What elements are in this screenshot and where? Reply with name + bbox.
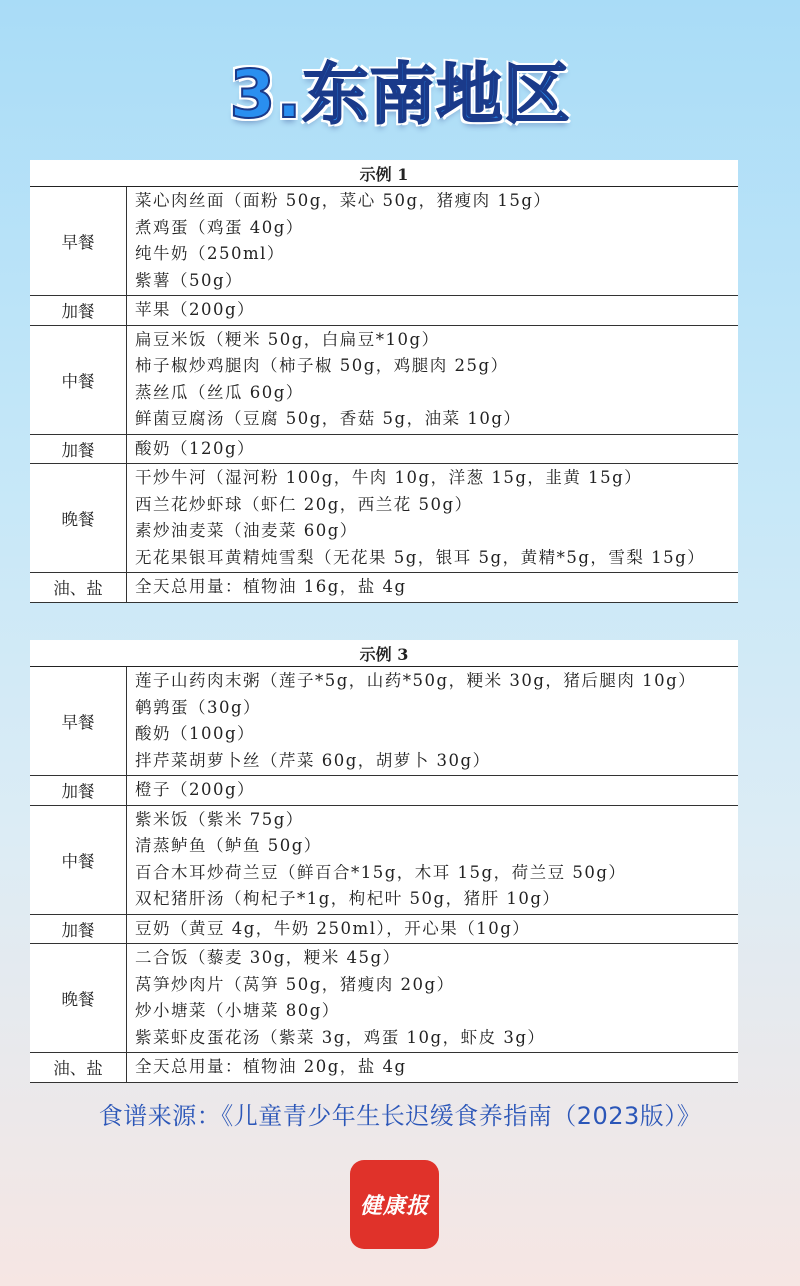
food-item: 紫菜虾皮蛋花汤（紫菜 3g，鸡蛋 10g，虾皮 3g） — [135, 1027, 546, 1047]
meal-label: 加餐 — [30, 776, 127, 806]
meal-label: 早餐 — [30, 187, 127, 296]
meal-label: 晚餐 — [30, 944, 127, 1053]
food-item: 酸奶（100g） — [135, 724, 256, 743]
meal-items — [127, 434, 739, 464]
table-row — [30, 434, 738, 464]
food-item: 纯牛奶（250ml） — [135, 244, 285, 263]
food-item: 豆奶（黄豆 4g，牛奶 250ml），开心果（10g） — [135, 918, 531, 938]
table-row — [30, 944, 738, 1053]
food-item: 莴笋炒肉片（莴笋 50g，猪瘦肉 20g） — [135, 974, 455, 994]
menu-table-example-3 — [30, 640, 738, 1083]
food-item: 柿子椒炒鸡腿肉（柿子椒 50g，鸡腿肉 25g） — [135, 356, 509, 375]
food-item: 扁豆米饭（粳米 50g，白扁豆*10g） — [135, 329, 440, 349]
food-item: 煮鸡蛋（鸡蛋 40g） — [135, 217, 304, 237]
meal-items — [127, 464, 739, 573]
table-row — [30, 805, 738, 914]
food-item: 清蒸鲈鱼（鲈鱼 50g） — [135, 836, 322, 855]
meal-items — [127, 805, 739, 914]
meal-items — [127, 1053, 739, 1083]
food-item: 西兰花炒虾球（虾仁 20g，西兰花 50g） — [135, 494, 473, 514]
food-item: 蒸丝瓜（丝瓜 60g） — [135, 382, 304, 402]
food-item: 苹果（200g） — [135, 300, 256, 319]
food-item: 拌芹菜胡萝卜丝（芹菜 60g，胡萝卜 30g） — [135, 750, 491, 770]
meal-items — [127, 667, 739, 776]
table-row — [30, 187, 738, 296]
meal-label: 加餐 — [30, 914, 127, 944]
food-item: 鹌鹑蛋（30g） — [135, 697, 262, 717]
meal-label: 中餐 — [30, 805, 127, 914]
food-item: 素炒油麦菜（油麦菜 60g） — [135, 521, 358, 540]
food-item: 鲜菌豆腐汤（豆腐 50g，香菇 5g，油菜 10g） — [135, 409, 522, 428]
food-item: 二合饭（藜麦 30g，粳米 45g） — [135, 948, 401, 967]
table-row — [30, 296, 738, 326]
food-item: 全天总用量：植物油 20g，盐 4g — [135, 1057, 407, 1076]
table-row — [30, 573, 738, 603]
brand-logo — [350, 1160, 439, 1249]
food-item: 紫米饭（紫米 75g） — [135, 809, 304, 829]
table-row — [30, 667, 738, 776]
meal-items — [127, 944, 739, 1053]
meal-label: 加餐 — [30, 296, 127, 326]
meal-label: 中餐 — [30, 325, 127, 434]
table-header: 示例 3 — [30, 640, 738, 667]
meal-label: 加餐 — [30, 434, 127, 464]
meal-label: 油、盐 — [30, 1053, 127, 1083]
food-item: 干炒牛河（湿河粉 100g，牛肉 10g，洋葱 15g，韭黄 15g） — [135, 468, 643, 487]
recipe-source: 食谱来源：《儿童青少年生长迟缓食养指南（2023版）》 — [98, 1102, 702, 1130]
meal-items — [127, 776, 739, 806]
food-item: 百合木耳炒荷兰豆（鲜百合*15g，木耳 15g，荷兰豆 50g） — [135, 862, 627, 882]
food-item: 莲子山药肉末粥（莲子*5g，山药*50g，粳米 30g，猪后腿肉 10g） — [135, 671, 697, 690]
meal-items — [127, 914, 739, 944]
table-row — [30, 914, 738, 944]
meal-label: 早餐 — [30, 667, 127, 776]
meal-label: 晚餐 — [30, 464, 127, 573]
table-row — [30, 464, 738, 573]
table-row — [30, 325, 738, 434]
food-item: 橙子（200g） — [135, 780, 256, 799]
food-item: 菜心肉丝面（面粉 50g，菜心 50g，猪瘦肉 15g） — [135, 191, 552, 210]
meal-items — [127, 325, 739, 434]
food-item: 全天总用量：植物油 16g，盐 4g — [135, 577, 407, 596]
logo-text: 健康报 — [359, 1193, 429, 1219]
food-item: 无花果银耳黄精炖雪梨（无花果 5g，银耳 5g，黄精*5g，雪梨 15g） — [135, 547, 706, 567]
meal-items — [127, 187, 739, 296]
meal-label: 油、盐 — [30, 573, 127, 603]
table-row — [30, 776, 738, 806]
food-item: 炒小塘菜（小塘菜 80g） — [135, 1001, 340, 1020]
food-item: 双杞猪肝汤（枸杞子*1g，枸杞叶 50g，猪肝 10g） — [135, 889, 561, 908]
meal-items — [127, 296, 739, 326]
page-title: 3.东南地区 — [229, 56, 571, 133]
food-item: 酸奶（120g） — [135, 438, 256, 458]
menu-table-example-1 — [30, 160, 738, 603]
food-item: 紫薯（50g） — [135, 270, 244, 290]
table-header: 示例 1 — [30, 160, 738, 187]
meal-items — [127, 573, 739, 603]
table-row — [30, 1053, 738, 1083]
